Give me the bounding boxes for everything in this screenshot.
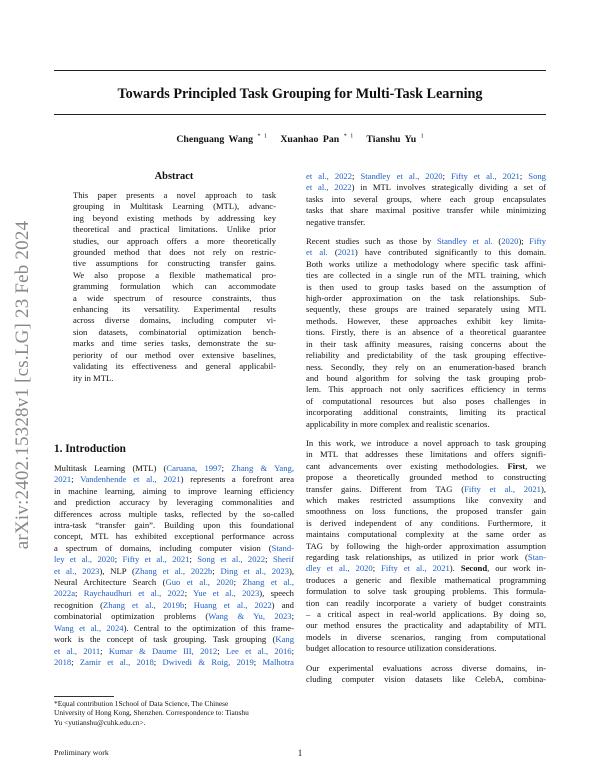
text-run: studies, our approach offers a more theoretically [73,235,276,246]
paragraph-line [306,632,546,643]
paragraph-line [306,419,546,430]
text-run: We also propose a flexible mathematical pro- [73,269,276,280]
text-run: cant advancements over existing methodologies. [306,460,508,471]
intro-line [54,577,294,588]
text-run: ; [372,563,382,574]
text-run: grouping in Multitask Learning (MTL), advanc- [73,201,276,212]
abstract-line [73,224,276,235]
text-run: ; [221,463,232,473]
paragraph [306,171,546,228]
text-run: ; [291,611,294,622]
text-run: TAG by following the high-order approximation assumption [306,540,546,551]
text-run: ; [442,171,452,181]
text-run: validating its effectiveness and general applicabil- [73,361,276,372]
citation-link[interactable]: Stan- [527,552,546,562]
text-run: recognition ( [54,599,104,610]
text-run: which makes restricted assumptions like convexity and [306,494,546,505]
text-run: tive assumptions for constructing transfer gains. [73,258,276,269]
abstract-line [73,361,276,372]
paper-title: Towards Principled Task Grouping for Multi-Task Learning [117,86,483,102]
text-run: models in diverse scenarios, ranging from computational [306,631,546,642]
text-run: This paper presents a novel approach to task [73,190,276,200]
paragraph-line [306,194,546,205]
footnote-line: Yu <yutianshu@cuhk.edu.cn>. [54,717,146,727]
text-run: In this work, we introduce a novel approach to task grouping [306,437,546,448]
citation-link[interactable]: Song [528,171,546,181]
text-run: ( [327,247,338,258]
section-heading: 1. Introduction [54,443,126,455]
abstract-line [73,304,276,315]
paragraph-line [306,304,546,315]
text-run: ity in MTL. [73,372,114,383]
citation-link[interactable]: 2022a [54,588,76,599]
paragraph-line [306,373,546,384]
text-run: ; [253,656,263,667]
page-number: 1 [297,748,303,758]
paragraph-line [306,461,546,472]
footnote-rule [54,696,114,697]
author: Chenguang Wang $^{* 1}$ [176,134,267,146]
paragraph [306,438,546,655]
text-run: formulation to solve task grouping problems. This formula- [306,586,546,597]
paragraph-line [306,609,546,620]
text-run: ). Central to the optimization of this frame- [123,622,294,633]
author: Xuanhao Pan $^{* 1}$ [280,134,354,146]
citation-link[interactable]: et al., 2023 [54,565,100,576]
text-run: ). [449,563,461,574]
text-run: ; [291,645,294,656]
paragraph-line [306,495,546,506]
text-run: ; [217,645,226,656]
paragraph-line [306,438,546,449]
text-run: ing beyond existing methods by addressing key [73,212,276,223]
paragraph-line [306,586,546,597]
text-run: ; [265,554,273,565]
paragraph-line [306,663,546,674]
text-run: tasks into several groups, where each group encapsulates [306,193,546,204]
text-run: our method ensures the practicality and adaptability of MTL [306,620,546,631]
text-run: cluding computer vision datasets like CelebA, combina- [306,674,546,685]
text-run: concept, MTL has exhibited exceptional performance across [54,531,294,542]
text-run: marks and time series tasks, demonstrate the su- [73,338,276,349]
citation-link[interactable]: Fifty [529,236,546,247]
abstract-line [73,258,276,269]
intro-line [54,657,294,668]
citation-link[interactable]: 2018 [54,656,72,667]
text-run: ; [519,171,529,181]
text-run: reliability and predictability of the task grouping effective- [306,350,546,361]
citation-link[interactable]: 2021 [54,474,72,485]
citation-link[interactable]: 2020 [501,236,519,247]
paragraph-line [306,541,546,552]
text-run: work is the concept of task grouping. Task grouping ( [54,634,276,645]
text-run: ) in MTL involves strategically dividing a set of [351,182,547,193]
paragraph-line [306,293,546,304]
citation-link[interactable]: dley et al., 2020 [306,563,373,574]
title-bottom-rule [54,114,546,115]
abstract-body [73,190,276,384]
paragraph-line [306,643,546,654]
intro-line [54,486,294,497]
text-run: ties are collected in a single run of the MTL training, which [306,270,546,281]
text-run: tion can readily incorporate a variety of budget constraints [306,597,546,608]
text-run: a spectrum of domains, including computer vision ( [54,542,272,553]
paragraph-line [306,205,546,216]
abstract-line [73,190,276,201]
paragraph-line [306,182,546,193]
abstract-line [73,270,276,281]
citation-link[interactable]: 2021 [337,247,355,258]
text-run: ; [71,656,80,667]
text-run: periority of our method over extensive baselines, [73,349,276,360]
paragraph-line [306,236,546,247]
citation-link[interactable]: Zamir et al., 2018 [79,656,154,667]
text-run: budget allocation to resource utilization considerations. [306,643,497,654]
text-run: , we [525,460,546,471]
footnote-line: *Equal contribution 1School of Data Science, The Chinese [54,699,229,708]
paragraph-line [306,217,546,228]
text-run: maintains computational complexity at the same order as [306,529,546,540]
citation-link[interactable]: Malhotra [262,656,294,667]
footnote [54,699,294,727]
text-run: and bound algorithm for solving the task grouping prob- [306,372,546,383]
title-top-rule [54,70,546,71]
text-run: ; [100,645,109,656]
text-run: ; [114,554,123,565]
abstract-line [73,373,276,384]
abstract-line [73,315,276,326]
abstract-line [73,213,276,224]
text-run: gramming formulation which can accommodate [73,281,276,292]
emphasis-text: Second [460,563,488,574]
intro-line [54,474,294,485]
paragraph-line [306,384,546,395]
text-run: methods. However, these approaches exhibit key limita- [306,315,546,326]
paragraph-line [306,518,546,529]
text-run: ), speech [259,588,294,599]
intro-line [54,623,294,634]
right-column-body [306,171,546,685]
paragraph-line [306,350,546,361]
text-run: in MTL that addresses these limitations and offers signifi- [306,449,546,460]
intro-line [54,520,294,531]
paragraph-line [306,407,546,418]
citation-link[interactable]: et al. [306,247,328,258]
paragraph [306,236,546,430]
text-run: negative transfer. [306,216,366,227]
text-run: a wide spectrum of resource constraints, thus [73,292,276,303]
intro-line [54,600,294,611]
text-run: , our work in- [487,563,546,574]
citation-link[interactable]: ley et al., 2020 [54,554,115,565]
citation-link[interactable]: Song et al., 2022 [197,554,266,565]
author-list [0,134,600,145]
text-run: smoothness on loss functions, the proposed transfer gain [306,506,546,517]
text-run: combinatorial optimization problems ( [54,611,209,622]
text-run: ; [75,588,84,599]
paragraph-line [306,529,546,540]
text-run: troduces a generic and flexible mathematical programming [306,574,546,585]
abstract-line [73,201,276,212]
citation-link[interactable]: Lee et al., 2016 [225,645,292,656]
intro-line [54,646,294,657]
text-run: lem. This approach not only sacrifices efficiency in terms [306,384,546,395]
text-run: Neural Architecture Search ( [54,577,166,588]
intro-line [54,611,294,622]
emphasis-text: First [507,460,526,471]
citation-link[interactable]: Zhang et al., 2022b [134,565,213,576]
paragraph-line [306,674,546,685]
citation-link[interactable]: et al., 2022 [306,182,352,193]
text-run: Our experimental evaluations across diverse domains, in- [306,662,546,673]
abstract-heading: Abstract [154,171,194,182]
text-run: ), [540,483,546,494]
paragraph-line [306,339,546,350]
text-run: ; [212,565,221,576]
text-run: differences across multiple tasks, reflected by the so-called [54,508,294,519]
citation-link[interactable]: Fifty et al., 2021 [464,483,541,494]
intro-line [54,543,294,554]
paragraph-line [306,552,546,563]
text-run: incorporating additional constraints, limiting its practical [306,407,546,418]
text-run: ; [189,554,198,565]
paragraph-line [306,270,546,281]
text-run: is then used to group tasks based on the assumption of [306,281,546,292]
text-run: transfer gains. Different from TAG ( [306,483,465,494]
paragraph-line [306,259,546,270]
text-run: and prediction accuracy by leveraging commonalities and [54,497,294,508]
abstract-line [73,236,276,247]
text-run: ); [518,236,530,247]
text-run: in machine learning, aiming to improve learning efficiency [54,485,294,496]
abstract-line [73,281,276,292]
intro-line [54,566,294,577]
text-run: ; [153,656,163,667]
intro-line [54,634,294,645]
abstract-line [73,327,276,338]
citation-link[interactable]: Wang et al., 2024 [54,622,124,633]
text-run: ; [71,474,81,485]
text-run: enhancing its versatility. Experimental results [73,304,276,315]
text-run: intra-task “transfer gain”. Building upon this foundational [54,520,294,531]
paragraph-line [306,247,546,258]
abstract-line [73,247,276,258]
intro-line [54,463,294,474]
text-run: ) and [271,599,294,610]
citation-link[interactable]: Standley et al. [436,236,493,247]
text-run: ) have contributed significantly to this domain. [354,247,546,258]
text-run: regarding task relationships, as utilized in prior work ( [306,552,528,562]
text-run: high-order approximation on the task relationships. Sub- [306,293,546,304]
citation-link[interactable]: et al., 2011 [54,645,101,656]
text-run: grounded method that does not rely on restric- [73,247,276,258]
arxiv-identifier: arXiv:2402.15328v1 [cs.LG] 23 Feb 2024 [12,220,33,550]
citation-link[interactable]: Fifty et al., 2021 [451,171,520,181]
paragraph-line [306,598,546,609]
text-run: tasks that share maximal positive transfer while minimizing [306,205,546,216]
text-run: ; [184,599,194,610]
intro-line [54,554,294,565]
introduction-body [54,463,294,668]
paragraph [306,663,546,686]
intro-line [54,497,294,508]
abstract-line [73,350,276,361]
citation-link[interactable]: Standley et al., 2020 [360,171,443,181]
paragraph-line [306,506,546,517]
citation-link[interactable]: Guo et al., 2020 [165,577,234,588]
abstract-line [73,293,276,304]
paragraph-line [306,575,546,586]
citation-link[interactable]: Ding et al., 2023 [220,565,289,576]
citation-link[interactable]: Kumar & Daume III, 2012 [108,645,218,656]
citation-link[interactable]: Yue et al., 2023 [193,588,260,599]
text-run: in their task affinity measures, raising concerns about the [306,338,546,349]
citation-link[interactable]: Caruana, 1997 [166,463,222,473]
text-run: ; [352,171,361,181]
text-run: propose a theoretically grounded method to constructing [306,472,546,483]
text-run: ; [233,577,243,588]
paragraph-line [306,472,546,483]
text-run: tions. Firstly, there is an absence of a theoretical guarantee [306,327,546,338]
citation-link[interactable]: Dwivedi & Roig, 2019 [162,656,254,667]
text-run: ; [184,588,194,599]
text-run: ), NLP ( [99,565,135,576]
citation-link[interactable]: Zhang & Yang, [231,463,294,473]
text-run: sequently, these groups are trained separately using MTL [306,304,546,315]
text-run: Recent studies such as those by [306,236,437,247]
paragraph-line [306,327,546,338]
text-run: is derived independent of any conditions. Furthermore, it [306,517,546,528]
citation-link[interactable]: Zhang et al., [242,577,294,588]
citation-link[interactable]: Wang & Yu, 2023 [208,611,292,622]
text-run: ) represents a forefront area [180,474,295,485]
paragraph-line [306,620,546,631]
citation-link[interactable]: Vandenhende et al., 2021 [80,474,181,485]
preliminary-note: Preliminary work [54,748,109,757]
text-run: of computational resources but also poses challenges in [306,395,546,406]
text-run: ), [289,565,295,576]
citation-link[interactable]: Fifty et al., 2021 [122,554,190,565]
text-run: ness. Secondly, they rely on an enumeration-based branch [306,361,546,372]
citation-link[interactable]: Sherif [272,554,294,565]
paragraph-line [306,171,546,182]
paragraph-line [306,282,546,293]
paragraph-line [306,316,546,327]
abstract-line [73,338,276,349]
paragraph-line [306,563,546,574]
paragraph-line [306,396,546,407]
citation-link[interactable]: Huang et al., 2022 [193,599,272,610]
text-run: across diverse domains, including computer vi- [73,315,276,326]
intro-line [54,588,294,599]
text-run: – a critical aspect in real-world applications. By doing so, [306,609,546,620]
intro-line [54,509,294,520]
citation-link[interactable]: Raychaudhuri et al., 2022 [83,588,185,599]
text-run: Both works utilize a methodology where specific task affini- [306,258,546,269]
text-run: Multitask Learning (MTL) ( [54,463,167,473]
citation-link[interactable]: Stand- [271,542,294,553]
citation-link[interactable]: Fifty et al., 2021 [381,563,450,574]
citation-link[interactable]: Kang [275,634,294,645]
text-run: ( [492,236,502,247]
footnote-line: University of Hong Kong, Shenzhen. Correspondence to: Tianshu [54,708,249,718]
author: Tianshu Yu $^1$ [366,134,424,146]
citation-link[interactable]: Zhang et al., 2019b [103,599,185,610]
text-run: theoretical and practical limitations. Unlike prior [73,224,276,235]
citation-link[interactable]: et al., 2022 [306,171,353,181]
intro-line [54,531,294,542]
paragraph-line [306,449,546,460]
text-run: sion datasets, combinatorial optimization bench- [73,326,276,337]
paragraph-line [306,484,546,495]
text-run: applicability in more complex and realistic scenarios. [306,418,490,429]
paragraph-line [306,362,546,373]
